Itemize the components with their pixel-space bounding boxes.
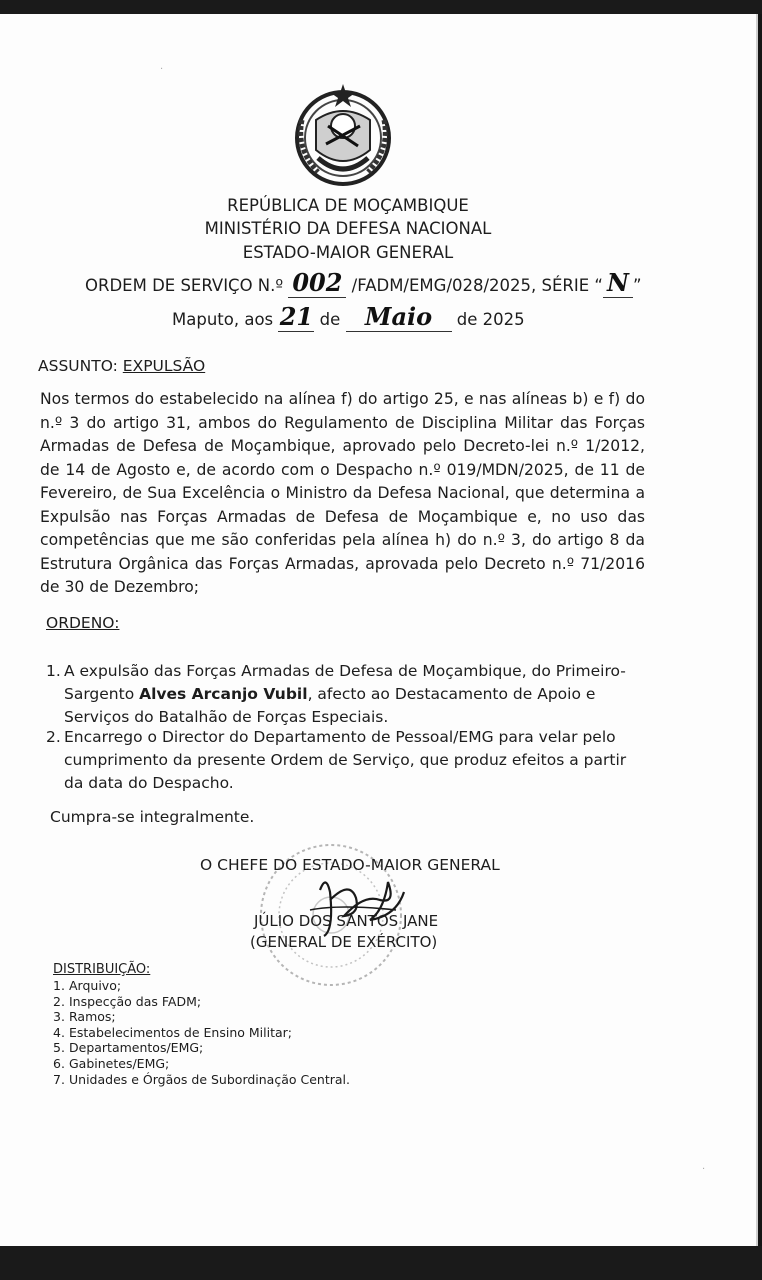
- order-reference: /FADM/EMG/028/2025, SÉRIE “: [351, 276, 603, 295]
- scan-top-edge: [0, 0, 762, 14]
- date-de: de: [319, 310, 341, 329]
- order-serie: N: [603, 268, 633, 298]
- ordeno-heading: ORDENO:: [46, 614, 120, 632]
- date-line: [172, 302, 525, 332]
- order-number: 002: [288, 268, 346, 298]
- header-republic: REPÚBLICA DE MOÇAMBIQUE: [227, 196, 469, 215]
- header-ministry: MINISTÉRIO DA DEFESA NACIONAL: [204, 219, 492, 238]
- order-prefix: ORDEM DE SERVIÇO N.º: [85, 276, 284, 295]
- item-number: 1.: [46, 662, 61, 680]
- item-number: 2.: [46, 728, 61, 746]
- closing-line: Cumpra-se integralmente.: [50, 808, 255, 826]
- item-text: [64, 660, 636, 729]
- list-item: 6. Gabinetes/EMG;: [53, 1055, 170, 1071]
- date-place: Maputo, aos: [172, 310, 274, 329]
- list-item: 1. Arquivo;: [53, 978, 122, 993]
- date-month: Maio: [346, 302, 452, 332]
- national-emblem-icon: [288, 80, 398, 192]
- signatory-title: O CHEFE DO ESTADO-MAIOR GENERAL: [200, 856, 500, 874]
- subject-label: ASSUNTO:: [38, 357, 118, 375]
- date-year: de 2025: [456, 310, 525, 329]
- list-item: 4. Estabelecimentos de Ensino Militar;: [53, 1024, 292, 1040]
- document-page: [0, 14, 758, 1246]
- signatory-block: [250, 911, 438, 953]
- person-name: Alves Arcanjo Vubil: [139, 685, 308, 703]
- scan-speck: ·: [702, 1164, 706, 1175]
- scan-bottom-edge: [0, 1246, 762, 1280]
- order-close-quote: ”: [632, 276, 642, 295]
- list-item: 2. Inspecção das FADM;: [53, 993, 202, 1009]
- header-staff: ESTADO-MAIOR GENERAL: [242, 243, 454, 262]
- distribution-title: DISTRIBUIÇÃO:: [53, 962, 151, 977]
- scan-speck: ·: [160, 64, 164, 75]
- distribution-list: [53, 978, 350, 1087]
- body-paragraph: Nos termos do estabelecido na alínea f) do artigo 25, e nas alíneas b) e f) do n.º 3 do artigo 31, ambos do Regulamento de Disciplina Militar das Forças Armadas de Defesa de Moçambique, aprovado pelo Decreto-lei n.º 1/2012, de 14 de Agosto e, de acordo com o Despacho n.º 019/MDN/2025, de 11 de Fevereiro, de Sua Excelência o Ministro da Defesa Nacional, que determina a Expulsão nas Forças Armadas de Defesa de Moçambique e, no uso das competências que me são conferidas pela alínea h) do n.º 3, do artigo 8 da Estrutura Orgânica das Forças Armadas, aprovada pelo Decreto n.º 71/2016 de 30 de Dezembro;: [40, 390, 645, 596]
- item-text-after: , afecto ao Destacamento de Apoio e Serviços do Batalhão de Forças Especiais.: [64, 685, 596, 726]
- item-text: Encarrego o Director do Departamento de Pessoal/EMG para velar pelo cumprimento da presente Ordem de Serviço, que produz efeitos a partir da data do Despacho.: [64, 728, 627, 792]
- signatory-rank: (GENERAL DE EXÉRCITO): [250, 933, 438, 951]
- subject-value: EXPULSÃO: [122, 357, 206, 375]
- list-item: 3. Ramos;: [53, 1009, 116, 1025]
- signatory-name: JÚLIO DOS SANTOS JANE: [254, 912, 439, 930]
- list-item: 5. Departamentos/EMG;: [53, 1040, 204, 1056]
- subject-line: [38, 357, 205, 375]
- item-text-before: A expulsão das Forças Armadas de Defesa de Moçambique, do Primeiro-Sargento: [64, 662, 626, 703]
- order-line: [85, 268, 642, 298]
- date-day: 21: [279, 302, 314, 331]
- list-item: 7. Unidades e Órgãos de Subordinação Central.: [53, 1071, 350, 1087]
